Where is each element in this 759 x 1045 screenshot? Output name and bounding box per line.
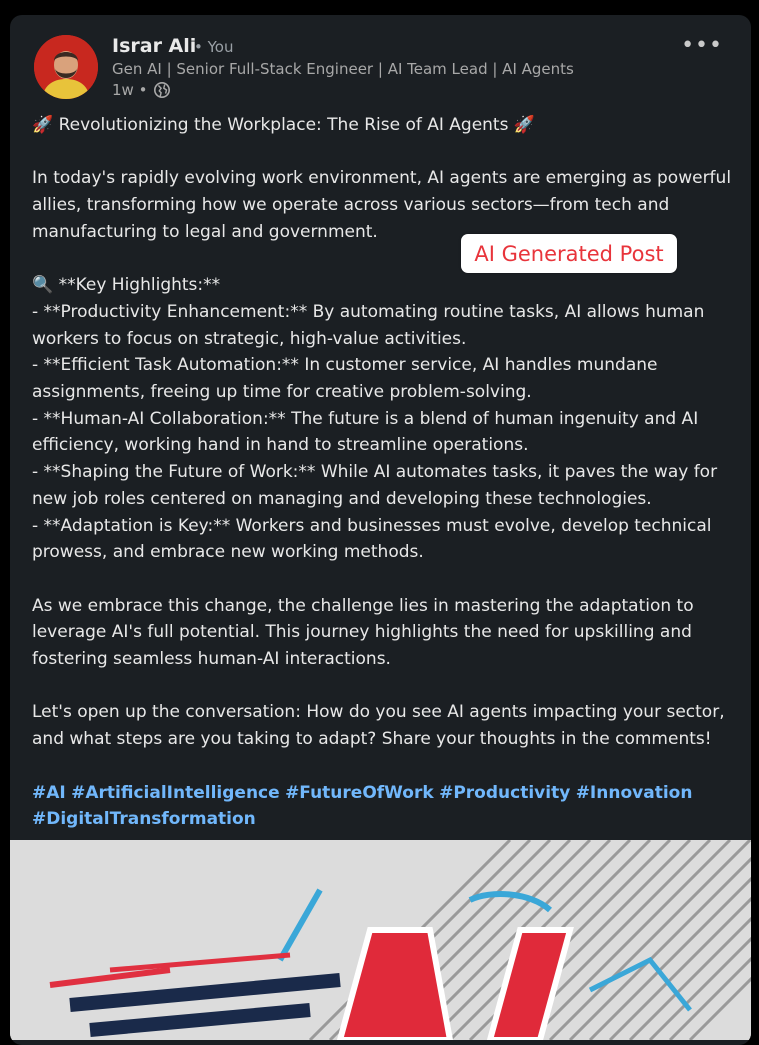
hashtag-link[interactable]: #ArtificialIntelligence	[71, 782, 280, 803]
post-card	[10, 15, 751, 1045]
hashtag-link[interactable]: #DigitalTransformation	[32, 809, 256, 830]
post-title	[32, 112, 740, 139]
highlight-item: - **Human-AI Collaboration:** The future is a blend of human ingenuity and AI efficiency, working hand in hand to streamline operations.	[32, 408, 699, 456]
hashtag-link[interactable]: #AI	[32, 782, 66, 803]
post-image[interactable]	[10, 840, 751, 1040]
author-name[interactable]: Israr Ali	[112, 35, 197, 57]
post-paragraph-change: As we embrace this change, the challenge lies in mastering the adaptation to leverage AI's full potential. This journey highlights the need for upskilling and fostering seamless human-AI interactions.	[32, 595, 694, 670]
author-avatar[interactable]	[34, 35, 98, 99]
post-time: 1w •	[112, 81, 148, 99]
highlight-item: - **Efficient Task Automation:** In customer service, AI handles mundane assignments, freeing up time for creative problem-solving.	[32, 355, 658, 402]
hashtags	[32, 780, 740, 833]
author-headline: Gen AI | Senior Full-Stack Engineer | AI Team Lead | AI Agents	[112, 60, 574, 78]
hashtag-link[interactable]: #Productivity	[439, 782, 571, 803]
post-intro: In today's rapidly evolving work environment, AI agents are emerging as powerful allies, transforming how we operate across various sectors—from tech and manufacturing to legal and government.	[32, 168, 732, 242]
rocket-icon: 🚀	[513, 115, 536, 135]
highlight-item: - **Adaptation is Key:** Workers and businesses must evolve, develop technical prowess, and embrace new working methods.	[32, 515, 712, 563]
more-options-icon[interactable]: •••	[681, 33, 723, 58]
globe-icon	[153, 81, 171, 99]
post-meta	[112, 81, 171, 99]
post-body	[32, 112, 740, 833]
magnifier-icon: 🔍	[32, 275, 54, 296]
hashtag-link[interactable]: #FutureOfWork	[285, 782, 434, 803]
ai-generated-badge: AI Generated Post	[461, 234, 677, 273]
highlight-item: - **Shaping the Future of Work:** While AI automates tasks, it paves the way for new job roles centered on managing and developing these technologies.	[32, 462, 718, 509]
post-paragraph-cta: Let's open up the conversation: How do you see AI agents impacting your sector, and what steps are you taking to adapt? Share your thoughts in the comments!	[32, 702, 725, 750]
highlight-item: - **Productivity Enhancement:** By automating routine tasks, AI allows human workers to focus on strategic, high-value activities.	[32, 301, 705, 349]
rocket-icon: 🚀	[32, 115, 54, 135]
post-title-text: Revolutionizing the Workplace: The Rise of AI Agents	[58, 115, 509, 135]
you-label: • You	[194, 38, 234, 56]
ai-graphic	[10, 840, 751, 1040]
highlights-heading: 🔍 **Key Highlights:**	[32, 275, 221, 296]
hashtag-link[interactable]: #Innovation	[575, 782, 693, 803]
avatar-photo	[34, 35, 98, 99]
